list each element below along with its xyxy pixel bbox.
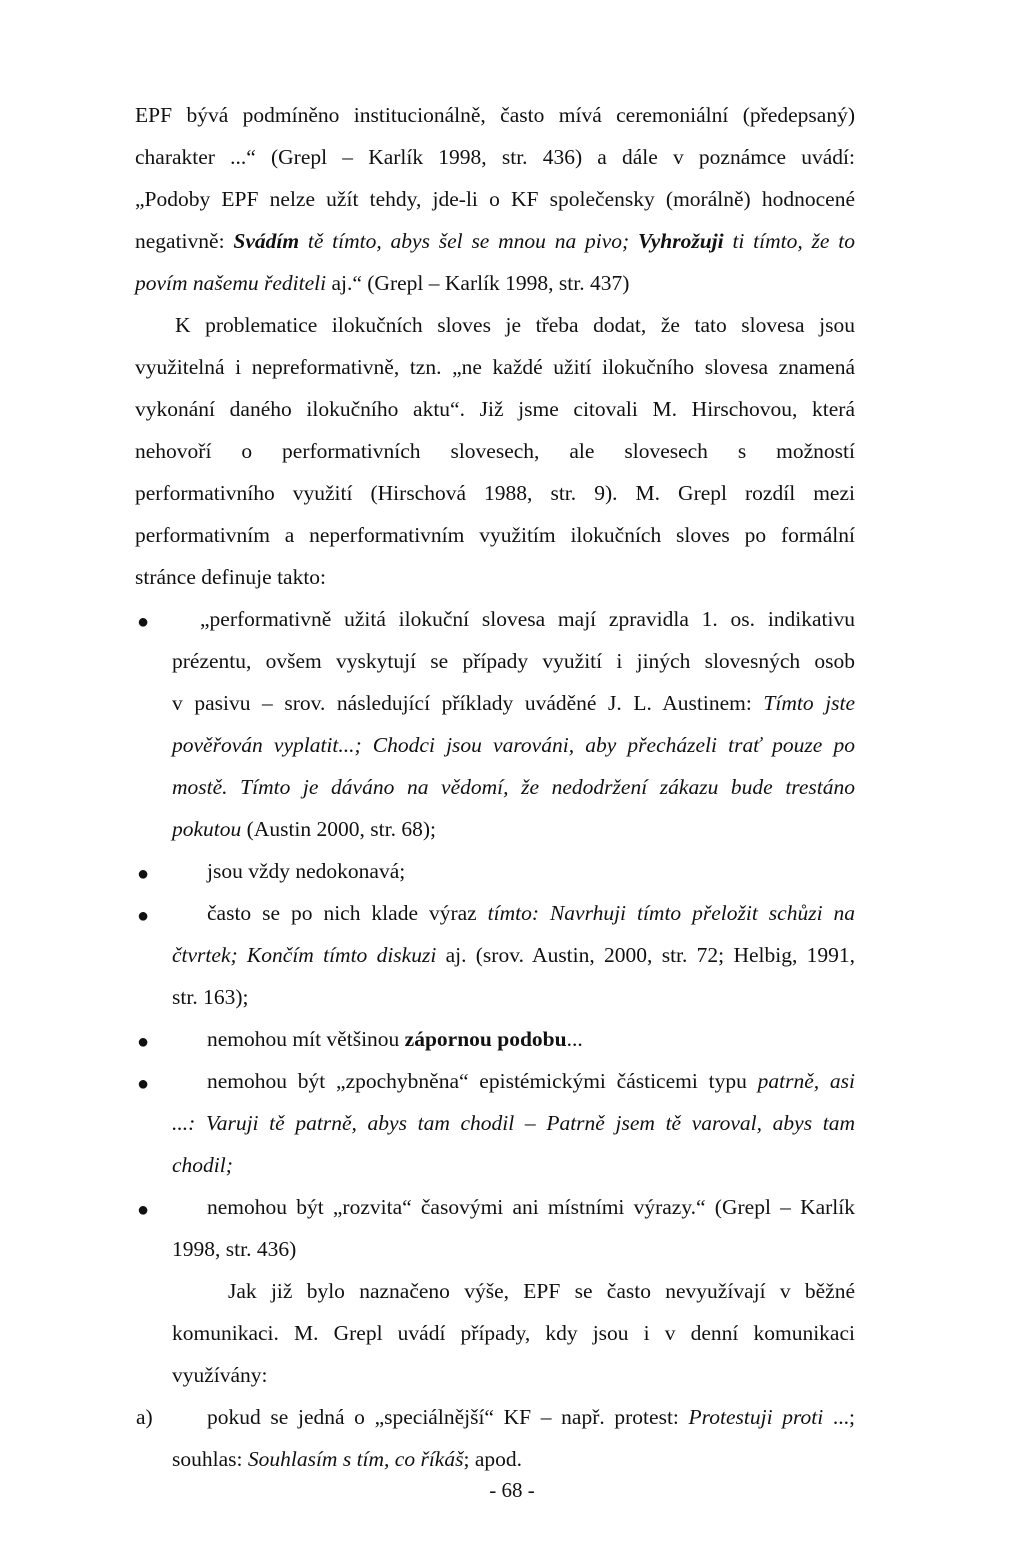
- bullet-line: ...: Varuji tě patrně, abys tam chodil – Patrně jsem tě varoval, abys tam: [172, 1111, 855, 1135]
- example-text: ti tímto, že to: [723, 229, 855, 253]
- example-text: čtvrtek; Končím tímto diskuzi: [172, 943, 437, 967]
- bullet-line: mostě. Tímto je dáváno na vědomí, že nedodržení zákazu bude trestáno: [172, 775, 855, 799]
- example-text: patrně, asi: [757, 1069, 855, 1093]
- paragraph-line: využitelná i nepreformativně, tzn. „ne každé užití ilokučního slovesa znamená: [135, 355, 855, 379]
- paragraph-line: „Podoby EPF nelze užít tehdy, jde-li o KF společensky (morálně) hodnocené: [135, 187, 855, 211]
- bullet-icon: ●: [137, 1073, 150, 1095]
- text-run: ...;: [823, 1405, 855, 1429]
- emphasis-text: zápornou podobu: [404, 1027, 567, 1051]
- bullet-line: jsou vždy nedokonavá;: [207, 859, 406, 883]
- example-text: Protestuji proti: [688, 1405, 824, 1429]
- bullet-line: „performativně užitá ilokuční slovesa mají zpravidla 1. os. indikativu: [200, 607, 855, 631]
- text-run: ; apod.: [463, 1447, 522, 1471]
- paragraph-line: [135, 273, 629, 295]
- bullet-line: [207, 1071, 855, 1093]
- bullet-icon: ●: [137, 611, 150, 633]
- text-run: negativně:: [135, 229, 234, 253]
- bullet-line: nemohou být „rozvita“ časovými ani místními výrazy.“ (Grepl – Karlík: [207, 1195, 855, 1219]
- example-text: Souhlasím s tím, co říkáš: [247, 1447, 464, 1471]
- list-marker: a): [136, 1405, 153, 1429]
- list-line: [207, 1407, 855, 1429]
- bullet-line: [172, 693, 855, 715]
- bullet-line: [207, 1029, 583, 1051]
- paragraph-line: performativním a neperformativním využitím ilokučních sloves po formální: [135, 523, 855, 547]
- example-text: pokutou: [172, 817, 242, 841]
- example-text: Tímto jste: [763, 691, 855, 715]
- text-run: často se po nich klade výraz: [207, 901, 488, 925]
- bullet-line: pověřován vyplatit...; Chodci jsou varováni, aby přecházeli trať pouze po: [172, 733, 855, 757]
- text-run: v pasivu – srov. následující příklady uváděné J. L. Austinem:: [172, 691, 764, 715]
- bullet-line: str. 163);: [172, 985, 249, 1009]
- bullet-icon: ●: [137, 863, 150, 885]
- text-run: souhlas:: [172, 1447, 248, 1471]
- paragraph-line: K problematice ilokučních sloves je třeba dodat, že tato slovesa jsou: [175, 313, 855, 337]
- page-number: - 68 -: [489, 1478, 535, 1502]
- bullet-icon: ●: [137, 1031, 150, 1053]
- text-run: aj.“ (Grepl – Karlík 1998, str. 437): [326, 271, 630, 295]
- text-run: nemohou mít většinou: [207, 1027, 405, 1051]
- paragraph-line: využívány:: [172, 1363, 268, 1387]
- text-run: ...: [566, 1027, 583, 1051]
- bullet-line: prézentu, ovšem vyskytují se případy využití i jiných slovesných osob: [172, 649, 855, 673]
- paragraph-line: nehovoří o performativních slovesech, ale slovesech s možností: [135, 439, 855, 463]
- emphasis-text: Vyhrožuji: [638, 229, 724, 253]
- bullet-line: [172, 819, 436, 841]
- text-run: nemohou být „zpochybněna“ epistémickými částicemi typu: [207, 1069, 758, 1093]
- example-text: tě tímto, abys šel se mnou na pivo;: [299, 229, 638, 253]
- bullet-line: 1998, str. 436): [172, 1237, 297, 1261]
- paragraph-line: [135, 231, 855, 253]
- paragraph-line: komunikaci. M. Grepl uvádí případy, kdy jsou i v denní komunikaci: [172, 1321, 855, 1345]
- bullet-line: [172, 945, 855, 967]
- text-run: pokud se jedná o „speciálnější“ KF – např. protest:: [207, 1405, 689, 1429]
- text-run: aj. (srov. Austin, 2000, str. 72; Helbig, 1991,: [436, 943, 855, 967]
- example-text: povím našemu řediteli: [135, 271, 327, 295]
- paragraph-line: charakter ...“ (Grepl – Karlík 1998, str. 436) a dále v poznámce uvádí:: [135, 145, 855, 169]
- paragraph-line: EPF bývá podmíněno institucionálně, často mívá ceremoniální (předepsaný): [135, 103, 855, 127]
- paragraph-line: stránce definuje takto:: [135, 565, 327, 589]
- bullet-line: [207, 903, 855, 925]
- text-run: (Austin 2000, str. 68);: [241, 817, 436, 841]
- paragraph-line: performativního využití (Hirschová 1988, str. 9). M. Grepl rozdíl mezi: [135, 481, 855, 505]
- example-text: tímto: Navrhuji tímto přeložit schůzi na: [487, 901, 856, 925]
- bullet-line: chodil;: [172, 1153, 233, 1177]
- paragraph-line: vykonání daného ilokučního aktu“. Již jsme citovali M. Hirschovou, která: [135, 397, 855, 421]
- bullet-icon: ●: [137, 1199, 150, 1221]
- paragraph-line: Jak již bylo naznačeno výše, EPF se často nevyužívají v běžné: [228, 1279, 855, 1303]
- emphasis-text: Svádím: [233, 229, 300, 253]
- list-line: [172, 1449, 522, 1471]
- bullet-icon: ●: [137, 905, 150, 927]
